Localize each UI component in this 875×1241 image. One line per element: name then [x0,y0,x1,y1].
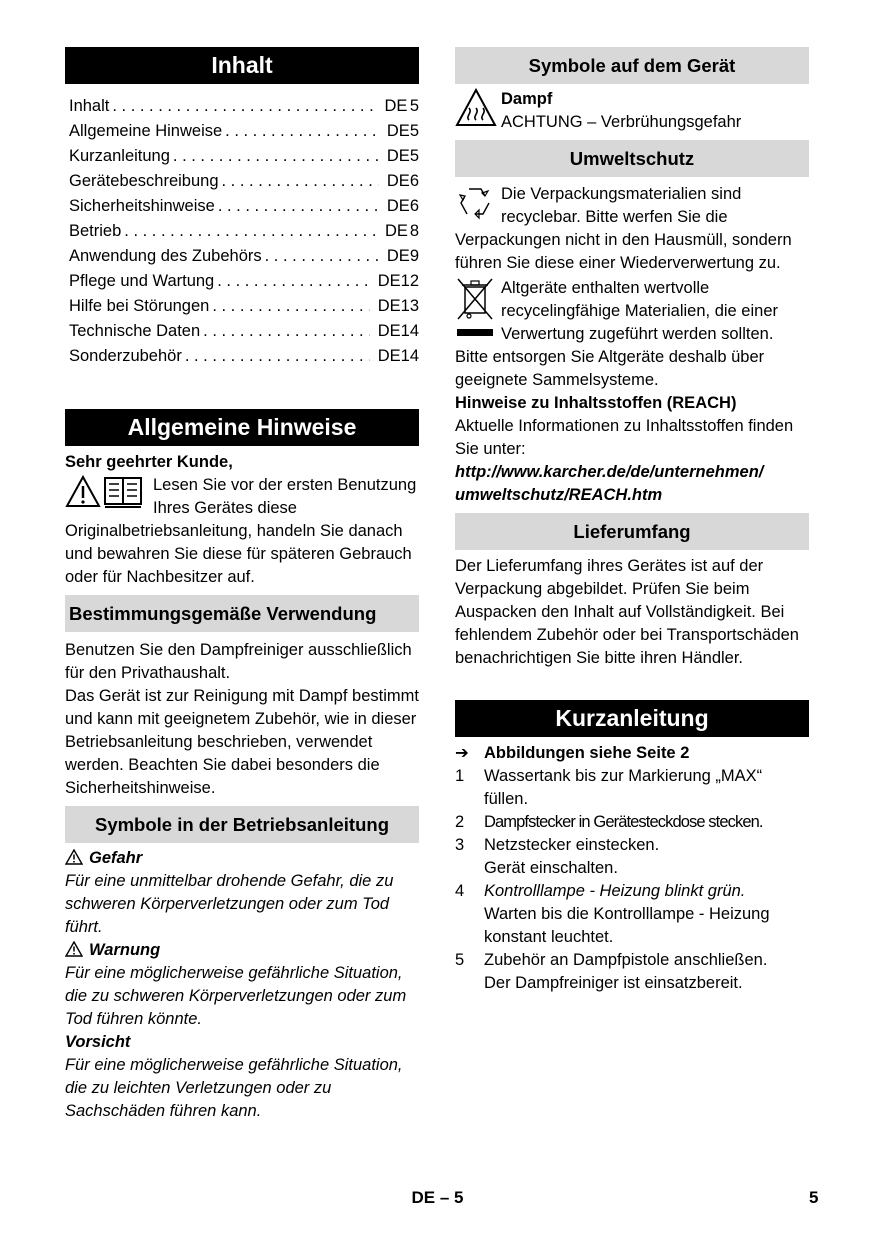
warning-text: Für eine möglicherweise gefährliche Situation, die zu schweren Körperverletzungen oder zum Tod führen könnte. [65,964,407,1028]
toc-entry-title: Betrieb [69,222,122,240]
step-text: Netzstecker einstecken. [484,836,660,854]
toc-entry-title: Gerätebeschreibung [69,172,219,190]
toc-entry-title: Pflege und Wartung [69,272,215,290]
toc-leader [219,169,379,194]
caution-text: Für eine möglicherweise gefährliche Situation, die zu leichten Verletzungen oder zu Sachschäden führen kann. [65,1056,403,1120]
steam-text: ACHTUNG – Verbrühungsgefahr [501,113,742,131]
toc-entry-page: 5 [409,97,419,115]
toc-entry-title: Allgemeine Hinweise [69,122,223,140]
toc-entry-title: Hilfe bei Störungen [69,297,210,315]
danger-warning-icon [65,849,83,865]
toc-entry-page: 14 [400,322,419,340]
toc-leader [222,119,379,144]
arrow-right-icon: ➔ [455,744,469,762]
toc-entry-title: Technische Daten [69,322,201,340]
toc-leader [200,319,370,344]
toc-entry-page: 12 [400,272,419,290]
toc-entry-title: Inhalt [69,97,110,115]
toc-entry[interactable] [69,119,419,144]
toc-leader [214,269,369,294]
danger-label-text: Gefahr [89,849,143,867]
toc-entry-page: 6 [409,197,419,215]
toc-leader [182,344,370,369]
hot-steam-warning-icon [455,88,497,128]
quick-heading: Kurzanleitung [455,700,809,737]
toc-entry-section: DE [377,297,401,315]
step-text: Zubehör an Dampfpistole anschließen. [484,951,768,969]
step-text-continued: Gerät einschalten. [484,859,618,877]
step-text-continued: Der Dampfreiniger ist einsatzbereit. [484,974,743,992]
toc-heading: Inhalt [65,47,419,84]
step-number: 5 [455,951,465,969]
recycle-text: Die Verpackungsmaterialien sind recyclebar. Bitte werfen Sie die Verpackungen nicht in den Hausmüll, sondern führen Sie diese einer Wiederverwertung zu. [455,185,792,272]
toc-entry-section: DE [377,272,401,290]
toc-entry-page: 9 [409,247,419,265]
step-number: 2 [455,813,465,831]
step-text-continued: Warten bis die Kontrolllampe - Heizung konstant leuchtet. [484,905,770,946]
toc-entry[interactable] [69,319,419,344]
intended-use-heading: Bestimmungsgemäße Verwendung [65,595,419,632]
weee-text: Altgeräte enthalten wertvolle recycelingfähige Materialien, die einer Verwertung zugeführt werden sollten. Bitte entsorgen Sie Altgeräte deshalb über geeignete Sammelsysteme. [455,279,778,389]
toc-entry[interactable] [69,294,419,319]
toc-entry[interactable] [69,144,419,169]
reach-url-line-2[interactable]: umweltschutz/REACH.htm [455,486,663,504]
intro-block [65,474,419,589]
toc-entry[interactable] [69,269,419,294]
salutation: Sehr geehrter Kunde, [65,453,233,471]
list-item [455,949,809,995]
toc-entry-section: DE [384,97,408,115]
warning-label-text: Warnung [89,941,161,959]
steam-symbol-block [455,88,809,134]
toc-leader [109,94,376,119]
list-item [455,834,809,880]
page-number: 5 [809,1188,819,1207]
toc-entry-section: DE [386,122,410,140]
caution-label: Vorsicht [65,1033,131,1051]
step-text: Wassertank bis zur Markierung „MAX“ füllen. [484,767,763,808]
recycle-icon [455,183,495,223]
recycle-block [455,183,809,275]
toc-entry-page: 14 [400,347,419,365]
general-heading: Allgemeine Hinweise [65,409,419,446]
toc-entry-page: 5 [409,147,419,165]
figure-reference [455,742,809,765]
toc-leader [170,144,379,169]
toc-entry[interactable] [69,244,419,269]
danger-text: Für eine unmittelbar drohende Gefahr, die zu schweren Körperverletzungen oder zum Tod führt. [65,872,394,936]
intended-use-p2: Das Gerät ist zur Reinigung mit Dampf bestimmt und kann mit geeignetem Zubehör, wie in dieser Betriebsanleitung beschrieben, verwendet werden. Beachten Sie dabei besonders die Sicherheitshinweise. [65,687,419,797]
toc-entry-page: 8 [409,222,419,240]
toc-entry-section: DE [384,222,408,240]
toc-leader [215,194,379,219]
step-text: Dampfstecker in Gerätesteckdose stecken. [484,813,763,831]
toc-leader [209,294,369,319]
step-text: Kontrolllampe - Heizung blinkt grün. [484,882,746,900]
reach-heading: Hinweise zu Inhaltsstoffen (REACH) [455,394,737,412]
steam-label: Dampf [501,90,553,108]
toc-entry-section: DE [386,247,410,265]
environment-heading: Umweltschutz [455,140,809,177]
toc-entry-section: DE [386,147,410,165]
warning-label [65,939,419,962]
figure-reference-text: Abbildungen siehe Seite 2 [484,744,690,762]
left-column [65,47,419,1123]
toc-entry-section: DE [377,322,401,340]
step-number: 3 [455,836,465,854]
intended-use-p1: Benutzen Sie den Dampfreiniger ausschließlich für den Privathaushalt. [65,641,412,682]
crossed-bin-icon [455,277,495,339]
delivery-text: Der Lieferumfang ihres Gerätes ist auf der Verpackung abgebildet. Prüfen Sie beim Auspacken den Inhalt auf Vollständigkeit. Bei fehlendem Zubehör oder bei Transportschäden benachrichtigen Sie bitte ihren Händler. [455,557,799,667]
delivery-heading: Lieferumfang [455,513,809,550]
step-number: 4 [455,882,465,900]
danger-label [65,847,419,870]
toc-entry-title: Sonderzubehör [69,347,182,365]
toc-entry-section: DE [386,197,410,215]
toc-entry-page: 13 [400,297,419,315]
reach-url-line-1[interactable]: http://www.karcher.de/de/unternehmen/ [455,463,764,481]
warning-manual-icon [65,474,147,510]
table-of-contents [65,94,419,369]
manual-symbols-heading: Symbole in der Betriebsanleitung [65,806,419,843]
toc-entry[interactable] [69,344,419,369]
toc-entry[interactable] [69,169,419,194]
toc-leader [262,244,379,269]
list-item [455,880,809,949]
page-footer-label: DE – 5 [411,1188,464,1207]
warning-icon [65,941,83,957]
toc-entry[interactable] [69,219,419,244]
toc-entry[interactable] [69,194,419,219]
toc-entry-title: Anwendung des Zubehörs [69,247,262,265]
toc-entry-section: DE [386,172,410,190]
weee-block [455,277,809,392]
toc-entry-section: DE [377,347,401,365]
toc-leader [121,219,377,244]
toc-entry-page: 5 [409,122,419,140]
intro-text: Lesen Sie vor der ersten Benutzung Ihres Gerätes diese Originalbetriebsanleitung, handeln Sie danach und bewahren Sie diese für späteren Gebrauch oder für Nachbesitzer auf. [65,476,417,586]
reach-text: Aktuelle Informationen zu Inhaltsstoffen finden Sie unter: [455,417,794,458]
toc-entry-page: 6 [409,172,419,190]
device-symbols-heading: Symbole auf dem Gerät [455,47,809,84]
toc-entry-title: Sicherheitshinweise [69,197,215,215]
toc-entry-title: Kurzanleitung [69,147,170,165]
list-item [455,765,809,811]
list-item [455,811,809,834]
toc-entry[interactable] [69,94,419,119]
step-number: 1 [455,767,465,785]
right-column [455,47,809,995]
